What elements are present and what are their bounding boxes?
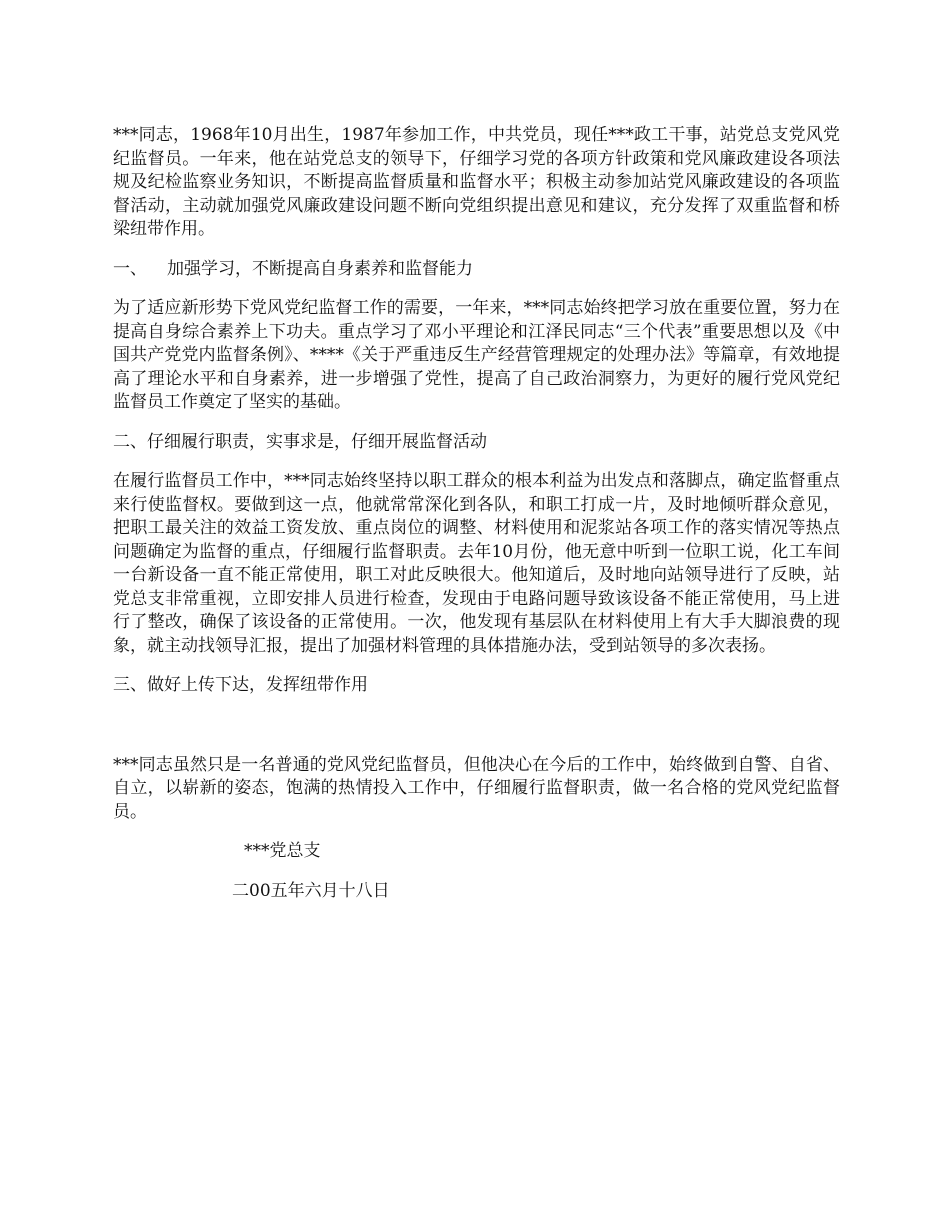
signature-date: 二00五年六月十八日	[232, 880, 390, 901]
signature-org: ***党总支	[244, 841, 321, 861]
section-1-title: 加强学习，不断提高自身素养和监督能力	[167, 258, 473, 279]
section-3-heading: 三、做好上传下达，发挥纽带作用	[113, 675, 368, 695]
closing-paragraph: ***同志虽然只是一名普通的党风党纪监督员，但他决心在今后的工作中，始终做到自警、自省、自立，以崭新的姿态，饱满的热情投入工作中，仔细履行监督职责，做一名合格的党风党纪监督员。	[113, 754, 840, 822]
section-1-body: 为了适应新形势下党风党纪监督工作的需要，一年来，***同志始终把学习放在重要位置，努力在提高自身综合素养上下功夫。重点学习了邓小平理论和江泽民同志“三个代表”重要思想以及《中国共产党党内监督条例》、****《关于严重违反生产经营管理规定的处理办法》等篇章，有效地提高了理论水平和自身素养，进一步增强了党性，提高了自己政治洞察力，为更好的履行党风党纪监督员工作奠定了坚实的基础。	[113, 298, 840, 412]
section-2-body: 在履行监督员工作中，***同志始终坚持以职工群众的根本利益为出发点和落脚点，确定监督重点来行使监督权。要做到这一点，他就常常深化到各队，和职工打成一片，及时地倾听群众意见，把职工最关注的效益工资发放、重点岗位的调整、材料使用和泥浆站各项工作的落实情况等热点问题确定为监督的重点，仔细履行监督职责。去年10月份，他无意中听到一位职工说，化工车间一台新设备一直不能正常使用，职工对此反映很大。他知道后，及时地向站领导进行了反映，站党总支非常重视，立即安排人员进行检查，发现由于电路问题导致该设备不能正常使用，马上进行了整改，确保了该设备的正常使用。一次，他发现有基层队在材料使用上有大手大脚浪费的现象，就主动找领导汇报，提出了加强材料管理的具体措施办法，受到站领导的多次表扬。	[113, 471, 840, 656]
section-1-heading	[113, 258, 840, 282]
section-1-number: 一、	[113, 258, 147, 279]
section-2-heading: 二、仔细履行职责，实事求是，仔细开展监督活动	[113, 431, 487, 452]
intro-paragraph: ***同志，1968年10月出生，1987年参加工作，中共党员，现任***政工干事，站党总支党风党纪监督员。一年来，他在站党总支的领导下，仔细学习党的各项方针政策和党风廉政建设各项法规及纪检监察业务知识，不断提高监督质量和监督水平；积极主动参加站党风廉政建设的各项监督活动，主动就加强党风廉政建设问题不断向党组织提出意见和建议，充分发挥了双重监督和桥梁纽带作用。	[113, 125, 840, 239]
document-page	[113, 124, 840, 919]
blank-space	[113, 714, 840, 754]
